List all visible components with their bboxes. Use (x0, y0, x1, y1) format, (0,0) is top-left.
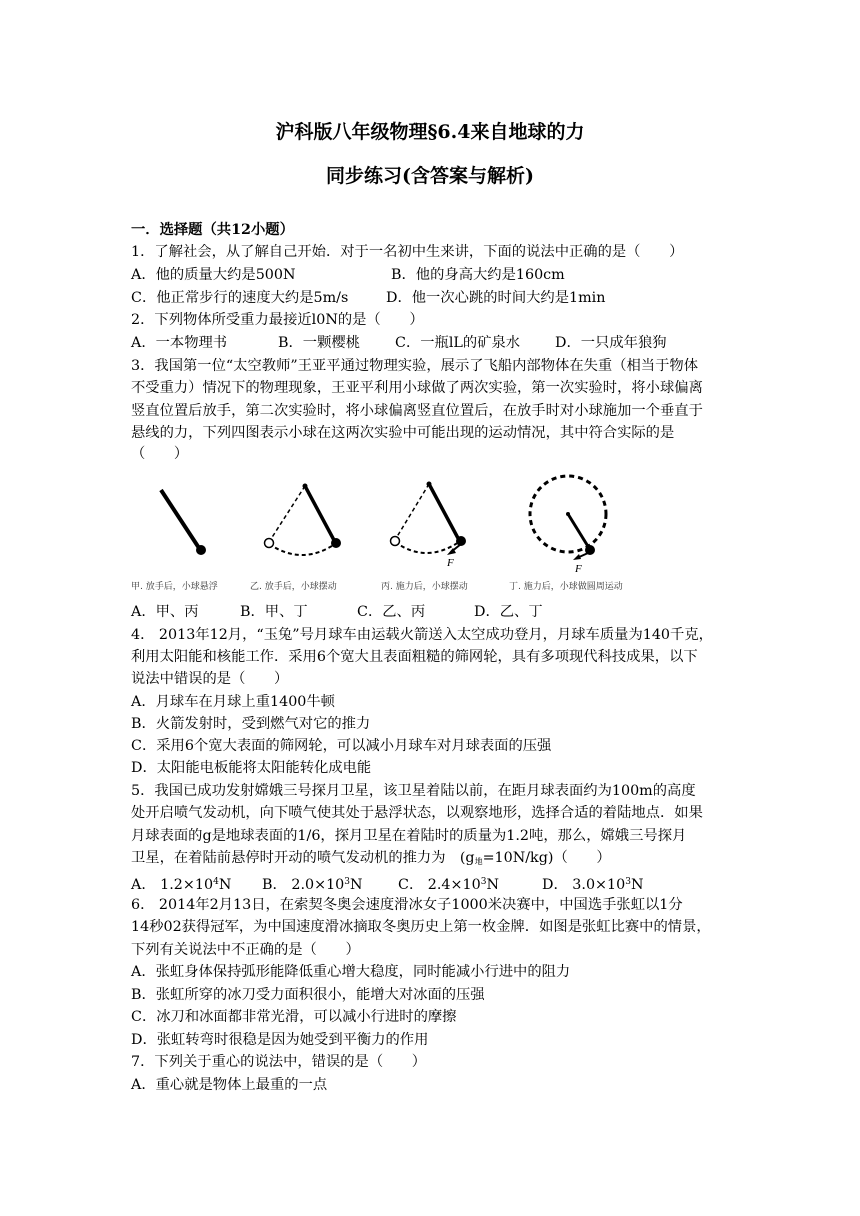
q1-stem: 1．了解社会，从了解自己开始．对于一名初中生来讲，下面的说法中正确的是（ ） (131, 244, 684, 260)
q5-stem-line3: 月球表面的g是地球表面的1/6，探月卫星在着陆时的质量为1.2吨，那么，嫦娥三号探月 (131, 828, 687, 844)
q3-stem-line5: （ ） (131, 446, 189, 462)
q5-option-a: A． $1.2\times 10^4N$ (131, 877, 232, 893)
q6-option-a: A．张虹身体保持弧形能降低重心增大稳度，同时能减小行进中的阻力 (131, 964, 571, 980)
q6-stem-line2: 14秒02获得冠军，为中国速度滑冰摘取冬奥历史上第一枚金牌．如图是张虹比赛中的情景， (131, 919, 711, 935)
q3-stem-line4: 悬线的力，下列四图表示小球在这两次实验中可能出现的运动情况，其中符合实际的是 (131, 425, 675, 441)
q2-option-a: A．一本物理书 (131, 335, 228, 351)
diagram-yi (265, 484, 342, 556)
q6-option-b: B．张虹所穿的冰刀受力面积很小，能增大对冰面的压强 (131, 987, 485, 1003)
q5-option-c: C． $2.4\times 10^3N$ (398, 877, 499, 893)
q2-option-d: D．一只成年狼狗 (555, 335, 667, 351)
q2-option-b: B．一颗樱桃 (278, 335, 360, 351)
q7-option-a: A．重心就是物体上最重的一点 (131, 1077, 328, 1093)
q3-stem-line3: 竖直位置后放手，第二次实验时，将小球偏离竖直位置后，在放手时对小球施加一个垂直于 (131, 403, 703, 419)
q4-option-b: B．火箭发射时，受到燃气对它的推力 (131, 716, 371, 732)
q6-stem-line1: 6． 2014年2月13日，在索契冬奥会速度滑冰女子1000米决赛中，中国选手张虹以1分 (131, 897, 683, 913)
q4-option-c: C．采用6个宽大表面的筛网轮，可以减小月球车对月球表面的压强 (131, 738, 552, 754)
q5-stem-line2: 处开启喷气发动机，向下喷气使其处于悬浮状态，以观察地形，选择合适的着陆地点．如果 (131, 805, 703, 821)
document-subtitle: 同步练习(含答案与解析) (326, 165, 534, 187)
q4-stem-line1: 4． 2013年12月，“玉兔”号月球车由运载火箭送入太空成功登月，月球车质量为140千克， (131, 627, 713, 643)
pendulum-figure (131, 466, 671, 596)
force-label-ding: F (575, 563, 582, 575)
caption-jia: 甲. 放手后，小球悬浮 (131, 582, 218, 592)
force-label-bing: F (447, 557, 454, 569)
q4-option-d: D．太阳能电板能将太阳能转化成电能 (131, 760, 372, 776)
q6-stem-line3: 下列有关说法中不正确的是（ ） (131, 942, 360, 958)
q3-option-d: D．乙、丁 (474, 604, 543, 620)
diagram-ding (530, 476, 606, 560)
q2-option-c: C．一瓶lL的矿泉水 (395, 335, 521, 351)
caption-bing: 丙. 施力后，小球摆动 (381, 582, 468, 592)
section-heading: 一．选择题（共12小题） (131, 222, 294, 238)
q3-stem-line2: 不受重力）情况下的物理现象，王亚平利用小球做了两次实验，第一次实验时，将小球偏离 (131, 380, 703, 396)
q4-option-a: A．月球车在月球上重1400牛顿 (131, 694, 335, 710)
document-title: 沪科版八年级物理§6.4来自地球的力 (275, 121, 585, 143)
q6-option-d: D．张虹转弯时很稳是因为她受到平衡力的作用 (131, 1032, 429, 1048)
q1-option-d: D．他一次心跳的时间大约是1min (386, 290, 606, 306)
diagram-jia (161, 490, 206, 555)
q1-option-c: C．他正常步行的速度大约是5m/s (131, 290, 349, 306)
q6-option-c: C．冰刀和冰面都非常光滑，可以减小行进时的摩擦 (131, 1009, 457, 1025)
q2-stem: 2．下列物体所受重力最接近l0N的是（ ） (131, 312, 424, 328)
q1-option-b: B．他的身高大约是160cm (391, 267, 565, 283)
caption-ding: 丁. 施力后，小球做圆周运动 (509, 582, 623, 592)
q5-option-b: B． $2.0\times 10^3N$ (262, 877, 363, 893)
q7-stem: 7．下列关于重心的说法中，错误的是（ ） (131, 1054, 427, 1070)
diagram-bing (391, 482, 467, 556)
q4-stem-line3: 说法中错误的是（ ） (131, 671, 289, 687)
q4-stem-line2: 利用太阳能和核能工作．采用6个宽大且表面粗糙的筛网轮，具有多项现代科技成果，以下 (131, 649, 698, 665)
q1-option-a: A．他的质量大约是500N (131, 267, 296, 283)
q3-option-c: C．乙、丙 (357, 604, 426, 620)
q5-stem-line4: 卫星，在着陆前悬停时开动的喷气发动机的推力为 $(g_地=10N/kg)$（ ） (131, 850, 611, 866)
q5-option-d: D． $3.0\times 10^3N$ (542, 877, 644, 893)
q5-stem-line1: 5．我国已成功发射嫦娥三号探月卫星，该卫星着陆以前，在距月球表面约为100m的高度 (131, 783, 696, 799)
q3-stem-line1: 3．我国第一位“太空教师”王亚平通过物理实验，展示了飞船内部物体在失重（相当于物体 (131, 358, 698, 374)
caption-yi: 乙. 放手后，小球摆动 (250, 582, 337, 592)
q3-option-b: B．甲、丁 (240, 604, 308, 620)
q3-option-a: A．甲、丙 (131, 604, 199, 620)
